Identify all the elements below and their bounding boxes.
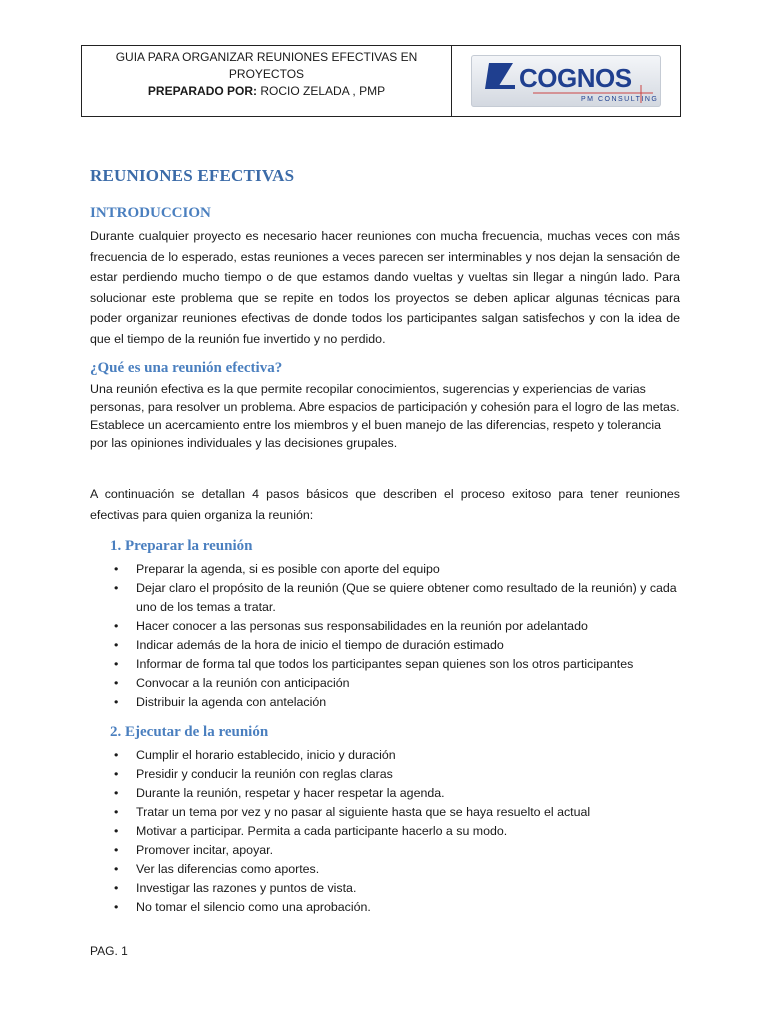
- list-item: • No tomar el silencio como una aprobación.: [114, 900, 371, 914]
- list-item: • Dejar claro el propósito de la reunión (Que se quiere obtener como resultado de la reunión) y cada uno de los temas a tratar.: [114, 581, 677, 614]
- list-item: • Presidir y conducir la reunión con reglas claras: [114, 767, 393, 781]
- steps-intro-paragraph: A continuación se detallan 4 pasos básicos que describen el proceso exitoso para tener reuniones efectivas para quien organiza la reunión:: [90, 487, 680, 522]
- step1-list: [90, 560, 690, 712]
- list-item: • Ver las diferencias como aportes.: [114, 862, 320, 876]
- header-table: [81, 45, 681, 117]
- list-item: • Hacer conocer a las personas sus responsabilidades en la reunión por adelantado: [114, 619, 588, 633]
- list-item: • Investigar las razones y puntos de vista.: [114, 881, 357, 895]
- step2-list: [90, 746, 690, 917]
- list-item: • Promover incitar, apoyar.: [114, 843, 274, 857]
- list-item: • Convocar a la reunión con anticipación: [114, 676, 350, 690]
- page-number: PAG. 1: [90, 944, 128, 958]
- intro-paragraph: Durante cualquier proyecto es necesario hacer reuniones con mucha frecuencia, muchas veces con más frecuencia de lo esperado, estas reuniones a veces parecen ser interminables y nos dejan la sensación de estar perdiendo mucho tiempo o de que estamos dando vueltas y vueltas sin llegar a ningún lado. Para solucionar este problema que se repite en todos los proyectos se deben aplicar algunas técnicas para poder organizar reuniones efectivas de donde todos los participantes salgan satisfechos y con la idea de que el tiempo de la reunión fue invertido y no perdido.: [90, 229, 680, 346]
- logo-text: COGNOS: [519, 63, 632, 93]
- list-item: • Durante la reunión, respetar y hacer respetar la agenda.: [114, 786, 445, 800]
- list-item: • Cumplir el horario establecido, inicio y duración: [114, 748, 396, 762]
- list-item: • Indicar además de la hora de inicio el tiempo de duración estimado: [114, 638, 504, 652]
- header-prepared: [82, 83, 451, 100]
- what-is-heading: ¿Qué es una reunión efectiva?: [90, 360, 283, 376]
- list-item: • Distribuir la agenda con antelación: [114, 695, 327, 709]
- list-item: • Informar de forma tal que todos los participantes sepan quienes son los otros participantes: [114, 657, 634, 671]
- cognos-logo-icon: [471, 55, 661, 107]
- header-title-line1: GUIA PARA ORGANIZAR REUNIONES EFECTIVAS EN: [115, 50, 418, 64]
- what-is-paragraph: Una reunión efectiva es la que permite recopilar conocimientos, sugerencias y experiencias de varias personas, para resolver un problema. Abre espacios de participación y cohesión para el logro de las metas. Establece un acercamiento entre los miembros y el buen manejo de las diferencias, respeto y tolerancia por las opiniones individuales y las decisiones grupales.: [90, 382, 680, 450]
- section-title: REUNIONES EFECTIVAS: [90, 166, 295, 185]
- prepared-value: ROCIO ZELADA , PMP: [257, 84, 386, 98]
- prepared-label: PREPARADO POR:: [147, 84, 258, 98]
- header-title-line2: PROYECTOS: [228, 67, 305, 81]
- step1-heading: 1. Preparar la reunión: [110, 538, 253, 554]
- header-logo-cell: [452, 46, 680, 116]
- intro-heading: INTRODUCCION: [90, 205, 211, 221]
- header-title-cell: [82, 46, 452, 116]
- list-item: • Preparar la agenda, si es posible con aporte del equipo: [114, 562, 440, 576]
- logo-subtext: PM CONSULTING: [581, 96, 659, 103]
- list-item: • Motivar a participar. Permita a cada participante hacerlo a su modo.: [114, 824, 508, 838]
- cognos-logo: [471, 55, 661, 107]
- step2-heading: 2. Ejecutar de la reunión: [110, 724, 269, 740]
- list-item: • Tratar un tema por vez y no pasar al siguiente hasta que se haya resuelto el actual: [114, 805, 591, 819]
